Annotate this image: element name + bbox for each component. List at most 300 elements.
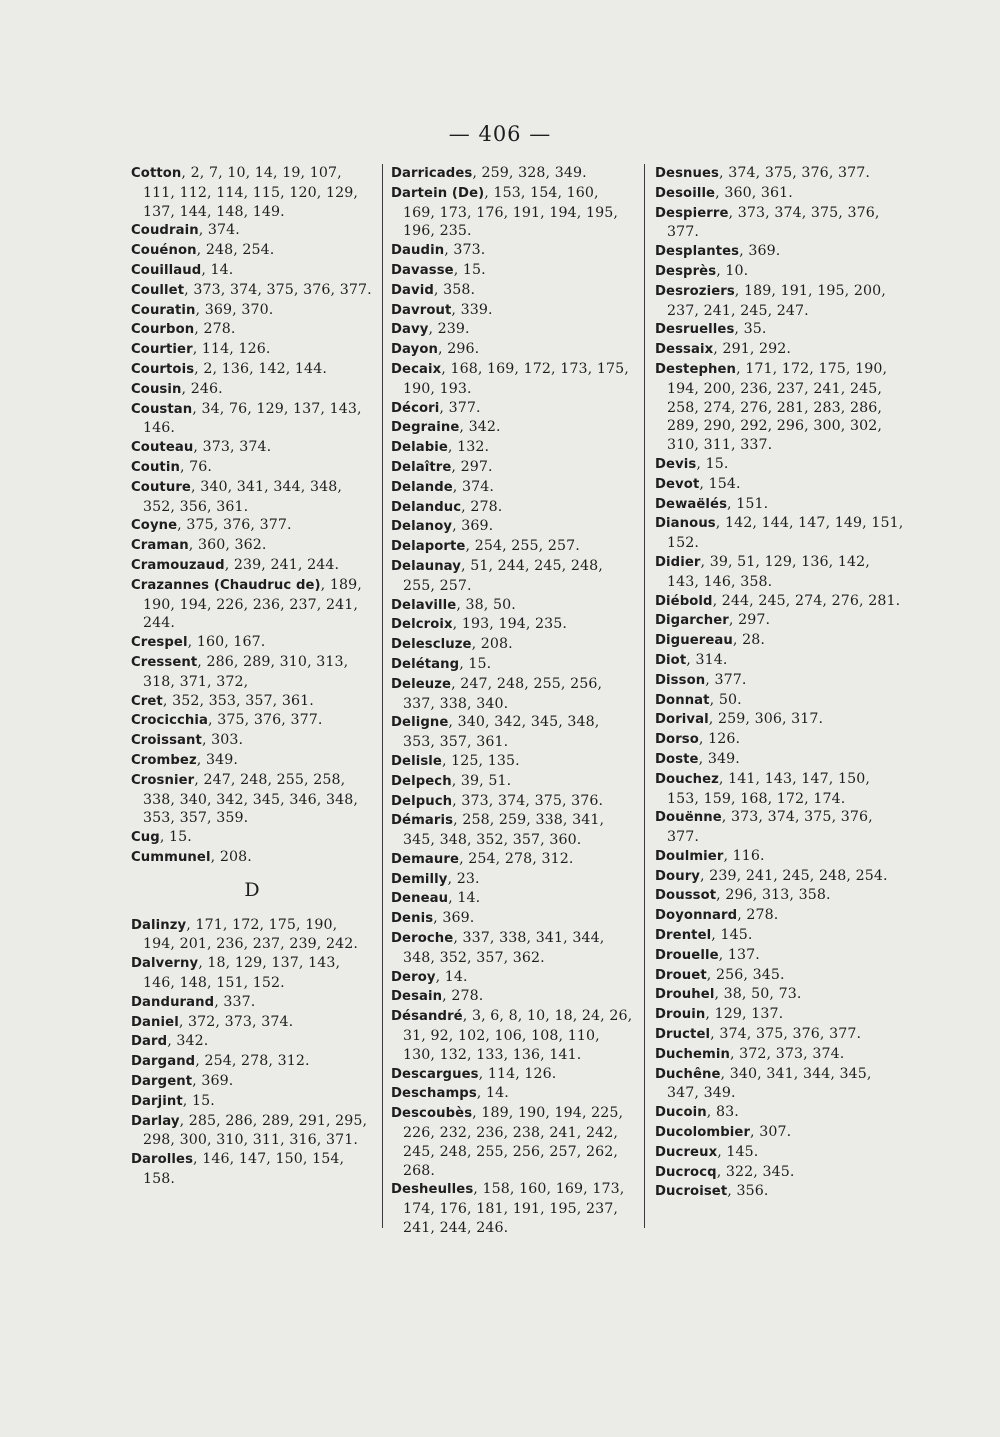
index-entry (391, 340, 633, 360)
index-column-1 (131, 164, 373, 1189)
index-entry (655, 808, 905, 847)
index-entry (131, 711, 373, 731)
entry-page-refs: , 114, 126. (478, 1065, 557, 1082)
entry-name: Dessaix (655, 342, 714, 358)
index-entry (655, 886, 905, 906)
entry-name: Delcroix (391, 617, 453, 633)
entry-page-refs: , 340, 342, 345, 348, 353, 357, 361. (403, 714, 600, 751)
entry-page-refs: , 285, 286, 289, 291, 295, 298, 300, 310, 311, 316, 371. (143, 1112, 368, 1149)
entry-page-refs: , 50. (709, 691, 742, 708)
entry-page-refs: , 35. (734, 321, 767, 338)
index-entry (391, 850, 633, 870)
index-entry (655, 611, 905, 631)
index-column-3 (655, 164, 905, 1202)
entry-page-refs: , 23. (447, 870, 480, 887)
index-entry (391, 1084, 633, 1104)
index-entry (655, 750, 905, 770)
entry-name: David (391, 282, 434, 298)
index-entry (655, 495, 905, 515)
entry-page-refs: , 3, 6, 8, 10, 18, 24, 26, 31, 92, 102, 106, 108, 110, 130, 132, 133, 136, 141. (403, 1008, 633, 1063)
entry-page-refs: , 307. (750, 1124, 792, 1141)
entry-page-refs: , 358. (433, 281, 476, 298)
entry-name: Courtier (131, 342, 193, 358)
entry-name: Doyonnard (655, 908, 738, 924)
entry-page-refs: , 254, 278, 312. (195, 1053, 310, 1070)
index-column-2 (391, 164, 633, 1238)
entry-name: Desprès (655, 263, 717, 279)
entry-page-refs: , 373, 374. (193, 439, 272, 456)
entry-page-refs: , 10. (716, 262, 749, 279)
index-entry (655, 1143, 905, 1163)
entry-name: Deroche (391, 931, 454, 947)
entry-name: Deleuze (391, 676, 452, 692)
entry-name: Desoille (655, 185, 716, 201)
entry-name: Cummunel (131, 849, 211, 865)
entry-page-refs: , 189, 190, 194, 226, 236, 237, 241, 244. (143, 576, 362, 632)
index-entry (131, 848, 373, 868)
entry-page-refs: , 278. (737, 907, 779, 924)
entry-page-refs: , 349. (698, 750, 740, 767)
entry-name: Dandurand (131, 994, 215, 1010)
entry-name: Ducoin (655, 1105, 707, 1121)
entry-name: Craman (131, 538, 189, 554)
index-entry (655, 1163, 905, 1183)
entry-name: Desain (391, 989, 443, 1005)
entry-name: Couture (131, 479, 191, 495)
entry-name: Désandré (391, 1009, 463, 1025)
entry-page-refs: , 278. (461, 498, 503, 515)
entry-name: Delisle (391, 753, 442, 769)
index-entry (655, 631, 905, 651)
index-entry (131, 1032, 373, 1052)
index-entry (131, 954, 373, 993)
entry-page-refs: , 239, 241, 244. (224, 556, 340, 573)
index-entry (655, 592, 905, 612)
entry-page-refs: , 171, 172, 175, 190, 194, 201, 236, 237, 239, 242. (143, 916, 358, 953)
index-entry (131, 1092, 373, 1112)
index-entry (131, 1112, 373, 1151)
entry-page-refs: , 189, 191, 195, 200, 237, 241, 245, 247. (667, 282, 886, 319)
index-entry (391, 478, 633, 498)
entry-page-refs: , 15. (159, 829, 192, 846)
entry-name: Dorso (655, 732, 699, 748)
entry-page-refs: , 291, 292. (713, 341, 792, 358)
entry-name: Darricades (391, 166, 473, 181)
index-entry (655, 966, 905, 986)
index-entry (131, 281, 373, 301)
entry-page-refs: , 141, 143, 147, 150, 153, 159, 168, 172, 174. (667, 770, 870, 807)
entry-name: Devot (655, 476, 700, 492)
entry-page-refs: , 28. (732, 632, 765, 649)
entry-page-refs: , 239. (428, 321, 470, 338)
index-entry (131, 400, 373, 439)
entry-page-refs: , 145. (711, 927, 753, 944)
entry-name: Dorival (655, 712, 709, 728)
entry-name: Courtois (131, 361, 195, 377)
entry-page-refs: , 114, 126. (192, 341, 271, 358)
index-entry (391, 320, 633, 340)
index-entry (655, 946, 905, 966)
entry-page-refs: , 377. (439, 399, 481, 416)
index-entry (655, 651, 905, 671)
section-letter: D (244, 878, 260, 901)
entry-name: Darjint (131, 1093, 183, 1109)
entry-name: Destephen (655, 361, 737, 377)
index-entry (655, 455, 905, 475)
index-entry (131, 751, 373, 771)
entry-page-refs: , 296. (437, 341, 480, 358)
entry-name: Davy (391, 322, 429, 338)
index-entry (391, 752, 633, 772)
entry-name: Donnat (655, 692, 710, 708)
entry-name: Descargues (391, 1066, 479, 1082)
index-entry (391, 458, 633, 478)
index-entry (391, 987, 633, 1007)
index-entry (391, 281, 633, 301)
entry-name: Demilly (391, 871, 448, 887)
index-entry (655, 1123, 905, 1143)
entry-page-refs: , 369. (452, 518, 494, 535)
entry-page-refs: , 193, 194, 235. (452, 616, 568, 633)
entry-name: Delande (391, 479, 453, 495)
entry-name: Delescluze (391, 637, 472, 653)
entry-page-refs: , 286, 289, 310, 313, 318, 371, 372, (143, 653, 349, 690)
entry-name: Deligne (391, 715, 449, 731)
entry-name: Ducrocq (655, 1164, 717, 1180)
entry-page-refs: , 278. (194, 321, 236, 338)
entry-name: Denis (391, 911, 434, 927)
entry-page-refs: , 14. (435, 968, 468, 985)
entry-page-refs: , 132. (447, 439, 490, 456)
entry-page-refs: , 158, 160, 169, 173, 174, 176, 181, 191, 195, 237, 241, 244, 246. (403, 1181, 625, 1237)
index-entry (655, 184, 905, 204)
entry-page-refs: , 360, 362. (188, 537, 267, 554)
index-entry (391, 615, 633, 635)
entry-page-refs: , 137. (718, 946, 760, 963)
index-entry (655, 475, 905, 495)
index-entry (131, 301, 373, 321)
entry-name: Dianous (655, 516, 716, 532)
entry-page-refs: , 34, 76, 129, 137, 143, 146. (143, 400, 362, 437)
index-entry (131, 478, 373, 517)
entry-page-refs: , 38, 50, 73. (714, 986, 802, 1003)
index-entry (391, 164, 633, 184)
entry-name: Dargand (131, 1054, 196, 1070)
index-entry (131, 241, 373, 261)
index-entry (655, 242, 905, 262)
entry-name: Coutin (131, 459, 180, 475)
index-entry (131, 633, 373, 653)
entry-name: Cotton (131, 166, 182, 181)
entry-name: Delpuch (391, 793, 453, 809)
entry-name: Dayon (391, 342, 438, 358)
entry-name: Desheulles (391, 1182, 474, 1198)
entry-name: Delanoy (391, 519, 453, 535)
entry-name: Diébold (655, 593, 713, 609)
entry-name: Descoubès (391, 1106, 473, 1122)
index-entry (391, 1104, 633, 1180)
index-entry (131, 536, 373, 556)
entry-page-refs: , 15. (696, 455, 729, 472)
entry-name: Dargent (131, 1074, 193, 1090)
entry-name: Deschamps (391, 1086, 477, 1102)
column-divider (382, 164, 383, 1228)
entry-name: Dard (131, 1034, 168, 1050)
entry-page-refs: , 244, 245, 274, 276, 281. (712, 592, 901, 609)
entry-page-refs: , 160, 167. (187, 634, 266, 651)
index-entry (391, 772, 633, 792)
entry-page-refs: , 208. (471, 636, 513, 653)
entry-page-refs: , 14. (476, 1085, 509, 1102)
index-entry (391, 418, 633, 438)
entry-name: Desplantes (655, 244, 740, 260)
entry-name: Doste (655, 751, 699, 767)
index-entry (131, 458, 373, 478)
entry-name: Delanduc (391, 499, 462, 515)
entry-name: Desroziers (655, 283, 735, 299)
index-entry (131, 261, 373, 281)
entry-page-refs: , 259, 328, 349. (472, 165, 587, 181)
entry-name: Couénon (131, 243, 197, 259)
entry-page-refs: , 297. (728, 612, 771, 629)
index-entry (131, 320, 373, 340)
entry-name: Delabie (391, 440, 448, 456)
index-entry (655, 1045, 905, 1065)
index-entry (391, 301, 633, 321)
index-entry (655, 691, 905, 711)
entry-page-refs: , 154. (699, 475, 741, 492)
entry-name: Décori (391, 400, 440, 416)
entry-name: Digarcher (655, 613, 729, 629)
entry-name: Couratin (131, 302, 196, 318)
index-entry (131, 438, 373, 458)
entry-name: Despierre (655, 205, 729, 221)
index-entry (655, 1103, 905, 1123)
entry-page-refs: , 247, 248, 255, 258, 338, 340, 342, 345, 346, 348, 353, 357, 359. (143, 771, 358, 827)
index-entry (655, 867, 905, 887)
entry-page-refs: , 125, 135. (441, 752, 520, 769)
index-entry (391, 261, 633, 281)
index-entry (391, 241, 633, 261)
entry-page-refs: , 372, 373, 374. (178, 1013, 294, 1030)
entry-page-refs: , 254, 278, 312. (459, 850, 574, 867)
entry-page-refs: , 373, 374, 375, 376, 377. (667, 204, 880, 241)
entry-page-refs: , 342. (167, 1033, 209, 1050)
entry-name: Couteau (131, 440, 194, 456)
entry-name: Diot (655, 652, 687, 668)
entry-name: Deneau (391, 891, 449, 907)
entry-name: Didier (655, 554, 701, 570)
entry-name: Darolles (131, 1152, 194, 1168)
entry-name: Douchez (655, 771, 719, 787)
entry-page-refs: , 2, 7, 10, 14, 19, 107, 111, 112, 114, 115, 120, 129, 137, 144, 148, 149. (143, 165, 358, 220)
entry-page-refs: , 356. (727, 1183, 769, 1200)
entry-name: Crespel (131, 635, 188, 651)
entry-name: Davrout (391, 302, 452, 318)
entry-name: Doussot (655, 888, 717, 904)
index-entry (131, 916, 373, 955)
entry-page-refs: , 372, 373, 374. (729, 1045, 845, 1062)
entry-page-refs: , 369. (192, 1073, 234, 1090)
index-entry (131, 164, 373, 221)
entry-name: Drentel (655, 928, 712, 944)
index-entry (655, 553, 905, 592)
index-entry (655, 514, 905, 553)
index-entry (655, 671, 905, 691)
entry-page-refs: , 373, 374, 375, 376, 377. (667, 809, 873, 846)
entry-page-refs: , 369. (739, 243, 781, 260)
index-entry (391, 675, 633, 714)
entry-name: Devis (655, 456, 697, 472)
entry-name: Delaunay (391, 558, 461, 574)
entry-page-refs: , 314. (686, 651, 728, 668)
entry-page-refs: , 39, 51, 129, 136, 142, 143, 146, 358. (667, 553, 870, 590)
entry-page-refs: , 374. (452, 478, 495, 495)
entry-name: Cousin (131, 381, 182, 397)
entry-name: Cramouzaud (131, 557, 225, 573)
index-entry (655, 847, 905, 867)
entry-name: Drouet (655, 967, 707, 983)
entry-page-refs: , 375, 376, 377. (208, 712, 323, 729)
entry-page-refs: , 259, 306, 317. (708, 711, 824, 728)
entry-page-refs: , 51, 244, 245, 248, 255, 257. (403, 557, 603, 594)
index-entry (131, 556, 373, 576)
entry-name: Drouhel (655, 987, 715, 1003)
entry-page-refs: , 303. (201, 732, 244, 749)
index-entry (391, 557, 633, 596)
entry-page-refs: , 246. (181, 380, 223, 397)
index-entry (391, 438, 633, 458)
index-entry (131, 828, 373, 848)
entry-page-refs: , 374, 375, 376, 377. (719, 165, 871, 181)
entry-name: Cressent (131, 654, 198, 670)
entry-page-refs: , 153, 154, 160, 169, 173, 176, 191, 194, 195, 196, 235. (403, 184, 618, 240)
entry-page-refs: , 374. (198, 222, 240, 239)
entry-name: Dartein (De) (391, 185, 485, 201)
entry-name: Desnues (655, 166, 720, 181)
entry-name: Dalverny (131, 956, 199, 972)
entry-page-refs: , 342. (459, 419, 501, 436)
index-entry (391, 184, 633, 241)
entry-name: Duchemin (655, 1046, 730, 1062)
index-entry (655, 1182, 905, 1202)
entry-name: Decaix (391, 361, 442, 377)
index-entry (655, 710, 905, 730)
entry-page-refs: , 14. (201, 261, 234, 278)
entry-page-refs: , 189, 190, 194, 225, 226, 232, 236, 238, 241, 242, 245, 248, 255, 256, 257, 262, 268. (403, 1105, 624, 1179)
entry-page-refs: , 38, 50. (456, 596, 516, 613)
entry-page-refs: , 254, 255, 257. (465, 538, 580, 555)
entry-page-refs: , 39, 51. (451, 772, 512, 789)
entry-page-refs: , 278. (442, 988, 484, 1005)
index-entry (391, 596, 633, 616)
entry-name: Daudin (391, 243, 445, 259)
index-entry (131, 340, 373, 360)
entry-name: Delaporte (391, 539, 466, 555)
entry-page-refs: , 373, 374, 375, 376. (452, 792, 604, 809)
entry-name: Drouelle (655, 947, 719, 963)
index-entry (131, 1052, 373, 1072)
entry-name: Deroy (391, 969, 436, 985)
entry-page-refs: , 337, 338, 341, 344, 348, 352, 357, 362. (403, 930, 605, 966)
index-entry (391, 498, 633, 518)
index-entry (391, 1007, 633, 1064)
index-entry (391, 655, 633, 675)
entry-name: Coyne (131, 518, 178, 534)
entry-name: Doulmier (655, 848, 724, 864)
entry-name: Coustan (131, 401, 193, 417)
entry-page-refs: , 76. (179, 458, 213, 475)
index-entry (391, 889, 633, 909)
entry-page-refs: , 168, 169, 172, 173, 175, 190, 193. (403, 360, 629, 397)
entry-page-refs: , 146, 147, 150, 154, 158. (143, 1151, 345, 1188)
index-entry (391, 635, 633, 655)
index-entry (391, 713, 633, 752)
entry-page-refs: , 14. (448, 890, 481, 907)
index-entry (655, 360, 905, 455)
entry-page-refs: , 239, 241, 245, 248, 254. (700, 867, 888, 884)
entry-name: Courbon (131, 322, 195, 338)
entry-page-refs: , 171, 172, 175, 190, 194, 200, 236, 237, 241, 245, 258, 274, 276, 281, 283, 286, 289, 290, 292, 296, 300, 302, 310, 311, 337. (667, 360, 888, 454)
entry-page-refs: , 369, 370. (195, 301, 274, 318)
entry-name: Démaris (391, 813, 454, 829)
index-entry (391, 968, 633, 988)
entry-name: Crazannes (Chaudruc de) (131, 577, 321, 593)
entry-page-refs: , 256, 345. (706, 966, 785, 983)
entry-page-refs: , 15. (182, 1092, 215, 1109)
index-entry (131, 1072, 373, 1092)
index-entry (391, 792, 633, 812)
index-entry (391, 870, 633, 890)
index-entry (131, 1150, 373, 1189)
entry-page-refs: , 340, 341, 344, 345, 347, 349. (667, 1065, 872, 1102)
index-entry (131, 731, 373, 751)
entry-name: Crombez (131, 752, 197, 768)
entry-name: Dewaëlés (655, 496, 728, 512)
entry-page-refs: , 208. (210, 848, 252, 865)
entry-page-refs: , 116. (723, 847, 765, 864)
entry-page-refs: , 373, 374, 375, 376, 377. (184, 281, 372, 298)
entry-name: Coullet (131, 282, 185, 298)
entry-page-refs: , 352, 353, 357, 361. (162, 692, 314, 709)
entry-name: Delpech (391, 773, 452, 789)
index-entry (391, 1180, 633, 1237)
entry-page-refs: , 248, 254. (196, 242, 275, 259)
index-entry (655, 282, 905, 321)
entry-name: Doury (655, 868, 700, 884)
index-entry (391, 929, 633, 968)
entry-page-refs: , 375, 376, 377. (177, 517, 292, 534)
entry-name: Delaître (391, 459, 452, 475)
entry-name: Dalinzy (131, 917, 187, 933)
index-entry (655, 1065, 905, 1104)
index-entry (131, 692, 373, 712)
index-entry (131, 380, 373, 400)
entry-name: Crocicchia (131, 713, 209, 729)
index-entry (391, 909, 633, 929)
entry-name: Desruelles (655, 322, 735, 338)
entry-name: Ducreux (655, 1144, 718, 1160)
entry-name: Disson (655, 672, 706, 688)
index-entry (655, 906, 905, 926)
index-entry (131, 653, 373, 692)
index-entry (655, 730, 905, 750)
entry-name: Diguereau (655, 633, 733, 649)
index-entry (655, 770, 905, 809)
entry-page-refs: , 373. (444, 242, 486, 259)
entry-name: Degraine (391, 420, 460, 436)
index-entry (391, 537, 633, 557)
